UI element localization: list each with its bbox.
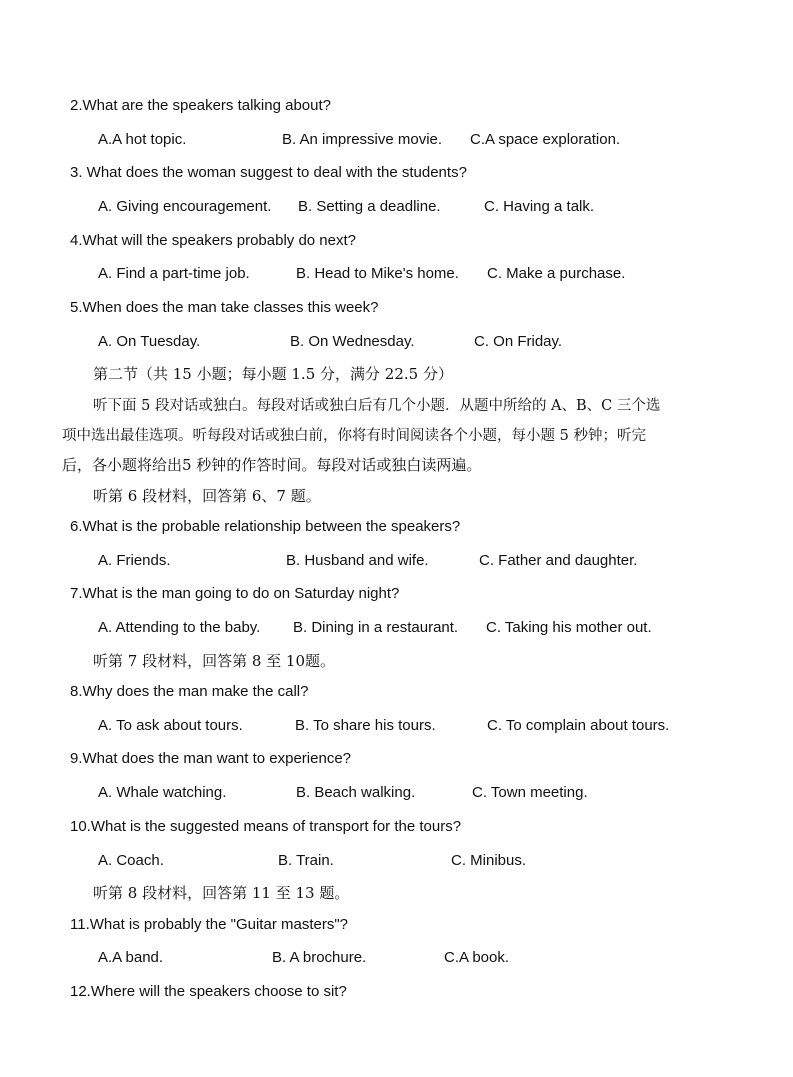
passage-8-heading: 听第 8 段材料，回答第 11 至 13 题。 (93, 884, 350, 902)
option-9a: A. Whale watching. (98, 784, 227, 801)
option-11a: A.A band. (98, 949, 164, 966)
option-5c: C. On Friday. (474, 333, 563, 350)
section-instructions-line-3: 后，各小题将给出5 秒钟的作答时间。每段对话或独白读两遍。 (62, 456, 482, 474)
option-10a: A. Coach. (98, 852, 164, 869)
question-stem-11: 11.What is probably the "Guitar masters"? (70, 916, 348, 933)
option-4b: B. Head to Mike's home. (296, 265, 459, 282)
section-heading: 第二节（共 15 小题；每小题 1.5 分，满分 22.5 分） (93, 365, 453, 383)
option-10b: B. Train. (278, 852, 334, 869)
option-4a: A. Find a part-time job. (98, 265, 250, 282)
option-5b: B. On Wednesday. (290, 333, 415, 350)
option-2c: C.A space exploration. (470, 131, 621, 148)
option-5a: A. On Tuesday. (98, 333, 201, 350)
section-instructions-line-1: 听下面 5 段对话或独白。每段对话或独白后有几个小题．从题中所给的 A、B、C 三个选 (93, 398, 661, 414)
option-8a: A. To ask about tours. (98, 717, 243, 734)
option-2b: B. An impressive movie. (282, 131, 443, 148)
question-stem-7: 7.What is the man going to do on Saturday night? (70, 585, 400, 602)
question-stem-2: 2.What are the speakers talking about? (70, 97, 331, 114)
option-7b: B. Dining in a restaurant. (293, 619, 459, 636)
option-6b: B. Husband and wife. (286, 552, 429, 569)
option-3b: B. Setting a deadline. (298, 198, 441, 215)
option-8c: C. To complain about tours. (487, 717, 670, 734)
option-10c: C. Minibus. (451, 852, 527, 869)
question-stem-9: 9.What does the man want to experience? (70, 750, 352, 767)
option-2a: A.A hot topic. (98, 131, 187, 148)
option-3a: A. Giving encouragement. (98, 198, 272, 215)
section-instructions-line-2: 项中选出最佳选项。听每段对话或独白前，你将有时间阅读各个小题，每小题 5 秒钟；听完 (62, 428, 646, 444)
question-stem-5: 5.When does the man take classes this week? (70, 299, 379, 316)
question-stem-8: 8.Why does the man make the call? (70, 683, 309, 700)
option-11c: C.A book. (444, 949, 510, 966)
option-3c: C. Having a talk. (484, 198, 595, 215)
option-9c: C. Town meeting. (472, 784, 588, 801)
option-6c: C. Father and daughter. (479, 552, 638, 569)
option-8b: B. To share his tours. (295, 717, 436, 734)
passage-6-heading: 听第 6 段材料，回答第 6、7 题。 (93, 487, 321, 505)
option-7a: A. Attending to the baby. (98, 619, 261, 636)
option-4c: C. Make a purchase. (487, 265, 626, 282)
question-stem-10: 10.What is the suggested means of transport for the tours? (70, 818, 462, 835)
question-stem-4: 4.What will the speakers probably do next? (70, 232, 356, 249)
passage-7-heading: 听第 7 段材料，回答第 8 至 10题。 (93, 652, 336, 670)
option-7c: C. Taking his mother out. (486, 619, 652, 636)
option-6a: A. Friends. (98, 552, 171, 569)
question-stem-3: 3. What does the woman suggest to deal with the students? (70, 164, 467, 181)
question-stem-6: 6.What is the probable relationship between the speakers? (70, 518, 461, 535)
option-9b: B. Beach walking. (296, 784, 416, 801)
option-11b: B. A brochure. (272, 949, 367, 966)
question-stem-12: 12.Where will the speakers choose to sit? (70, 983, 347, 1000)
